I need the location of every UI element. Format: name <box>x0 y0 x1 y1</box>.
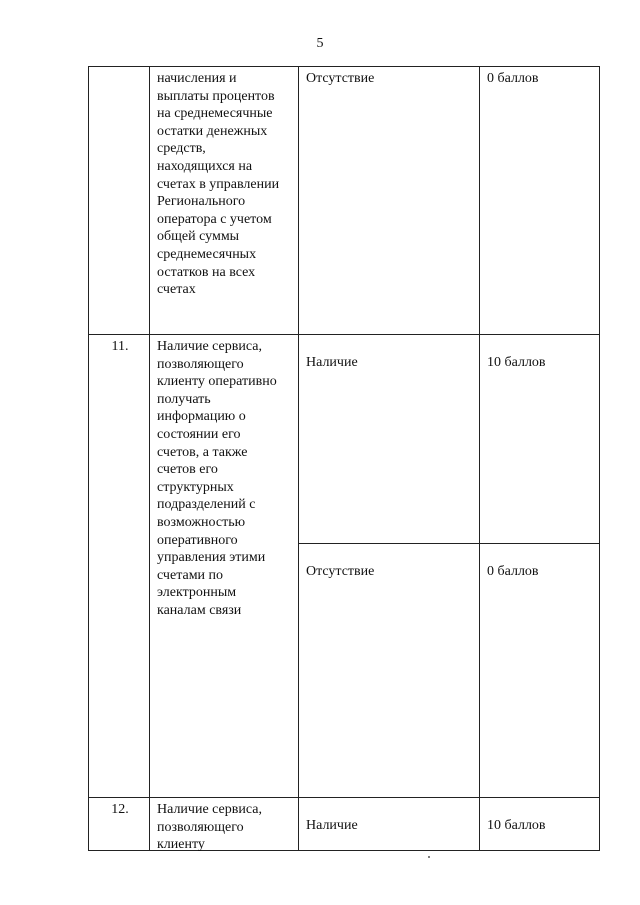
option-score: 10 баллов <box>487 355 546 370</box>
row-divider <box>88 797 600 798</box>
table-right-border <box>599 66 600 851</box>
column-divider <box>149 66 150 851</box>
option-value: Наличие <box>306 818 358 833</box>
column-divider <box>298 66 299 851</box>
page-number: 5 <box>316 36 324 51</box>
option-divider <box>298 543 600 544</box>
criterion-text: Наличие сервиса, позволяющего клиенту <box>157 802 262 853</box>
scan-speck <box>428 856 430 858</box>
column-divider <box>479 66 480 851</box>
option-value: Отсутствие <box>306 71 375 86</box>
option-score: 10 баллов <box>487 818 546 833</box>
table-left-border <box>88 66 89 851</box>
option-value: Наличие <box>306 355 358 370</box>
option-score: 0 баллов <box>487 564 539 579</box>
row-number: 11. <box>111 339 129 354</box>
criterion-text: Наличие сервиса, позволяющего клиенту оперативно получать информацию о состоянии его счетов, а также счетов его структурных подразделений с возможностью оперативного управления этими счетами по электронным каналам связи <box>157 339 277 618</box>
criterion-text: начисления и выплаты процентов на среднемесячные остатки денежных средств, находящихся на счетах в управлении Регионального оператора с учетом общей суммы среднемесячных остатков на всех счетах <box>157 71 280 298</box>
row-divider <box>88 334 600 335</box>
row-number: 12. <box>111 802 129 817</box>
option-score: 0 баллов <box>487 71 539 86</box>
table-top-border <box>88 66 600 67</box>
option-value: Отсутствие <box>306 564 375 579</box>
